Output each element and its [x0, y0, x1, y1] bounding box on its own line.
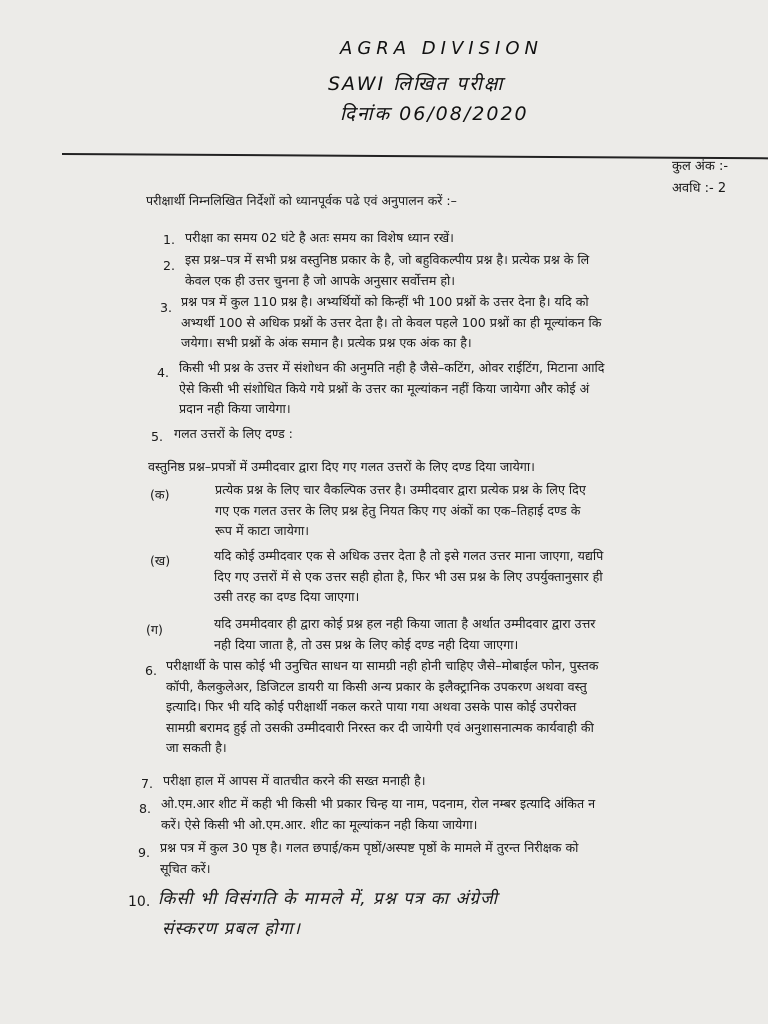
header-exam-title: SAWI लिखित परीक्षा: [328, 73, 505, 95]
item-line: करें। ऐसे किसी भी ओ.एम.आर. शीट का मूल्यांकन नही किया जायेगा।: [161, 816, 478, 832]
item-line: रूप में काटा जायेगा।: [215, 523, 310, 538]
sub-item: [215, 480, 586, 542]
item-line: इत्यादि। फिर भी यदि कोई परीक्षार्थी नकल करते पाया गया अथवा उसके पास कोई उपरोक्त: [166, 699, 577, 714]
item-number: 9.: [138, 845, 151, 860]
item-line: उसी तरह का दण्ड दिया जाएगा।: [214, 589, 360, 604]
total-marks-label: कुल अंक :-: [672, 159, 729, 174]
item-line: यदि कोई उम्मीदवार एक से अधिक उत्तर देता है तो इसे गलत उत्तर माना जाएगा, यद्यपि: [214, 548, 604, 563]
sub-item-marker: (ग): [146, 622, 163, 637]
instruction-item: [185, 250, 589, 291]
instruction-item: [163, 771, 426, 792]
penalty-intro: वस्तुनिष्ठ प्रश्न–प्रपत्रों में उम्मीदवार द्वारा दिए गए गलत उत्तरों के लिए दण्ड दिया जायेगा।: [148, 459, 535, 474]
item-line: सामग्री बरामद हुई तो उसकी उम्मीदवारी निरस्त कर दी जायेगी एवं अनुशासनात्मक कार्यवाही की: [166, 719, 594, 735]
instruction-item: [179, 358, 604, 420]
item-line: यदि उममीदवार ही द्वारा कोई प्रश्न हल नही किया जाता है अर्थात उम्मीदवार द्वारा उत्तर: [214, 616, 596, 631]
handwritten-note-line1: किसी भी विसंगति के मामले में, प्रश्न पत्र का अंग्रेजी: [158, 889, 499, 909]
item-line: दिए गए उत्तरों में से एक उत्तर सही होता है, फिर भी उस प्रश्न के लिए उपर्युक्तानुसार ही: [214, 568, 603, 584]
item-line: केवल एक ही उत्तर चुनना है जो आपके अनुसार सर्वोत्तम हो।: [185, 272, 456, 288]
item-number: 8.: [139, 801, 152, 816]
item-line: परीक्षार्थी के पास कोई भी उनुचित साधन या सामग्री नही होनी चाहिए जैसे–मोबाईल फोन, पुस्तक: [166, 658, 599, 673]
item-line: अभ्यर्थी 100 से अधिक प्रश्नों के उत्तर देता है। तो केवल पहले 100 प्रश्नों का ही मूल्यांकन कि: [181, 314, 602, 330]
item-number: 4.: [157, 365, 170, 380]
item-line: सूचित करें।: [160, 860, 211, 876]
header-division: AGRA DIVISION: [340, 38, 543, 59]
item-line: ओ.एम.आर शीट में कही भी किसी भी प्रकार चिन्ह या नाम, पदनाम, रोल नम्बर इत्यादि अंकित न: [161, 796, 596, 811]
item-number: 6.: [145, 663, 158, 678]
item-number: 2.: [163, 258, 176, 273]
instruction-item: [174, 424, 293, 445]
item-line: प्रदान नही किया जायेगा।: [179, 401, 291, 416]
instruction-item: [185, 228, 454, 249]
item-line: नही दिया जाता है, तो उस प्रश्न के लिए कोई दण्ड नही दिया जाएगा।: [214, 636, 519, 652]
item-line: जा सकती है।: [166, 740, 227, 755]
item-line: परीक्षा का समय 02 घंटे है अतः समय का विशेष ध्यान रखें।: [185, 230, 454, 245]
sub-item-marker: (क): [150, 487, 170, 502]
item-line: जयेगा। सभी प्रश्नों के अंक समान है। प्रत्येक प्रश्न एक अंक का है।: [181, 335, 472, 350]
item-line: गए एक गलत उत्तर के लिए प्रश्न हेतु नियत किए गए अंकों का एक–तिहाई दण्ड के: [215, 502, 581, 518]
handwritten-note-line2: संस्करण प्रबल होगा।: [162, 919, 301, 939]
item-line: प्रश्न पत्र में कुल 30 पृष्ठ है। गलत छपाई/कम पृष्ठों/अस्पष्ट पृष्ठों के मामले में तुरन्त निरीक्षक को: [160, 840, 579, 855]
item-number: 10.: [128, 894, 151, 910]
duration-label: अवधि :- 2: [672, 181, 727, 196]
item-line: किसी भी प्रश्न के उत्तर में संशोधन की अनुमति नही है जैसे–कटिंग, ओवर राईटिंग, मिटाना आदि: [179, 360, 605, 375]
instruction-item: [166, 656, 598, 759]
item-line: इस प्रश्न–पत्र में सभी प्रश्न वस्तुनिष्ठ प्रकार के है, जो बहुविकल्पीय प्रश्न है। प्रत्येक प्रश्न के लि: [185, 252, 590, 267]
instruction-item: [160, 838, 578, 879]
item-line: प्रत्येक प्रश्न के लिए चार वैकल्पिक उत्तर है। उम्मीदवार द्वारा प्रत्येक प्रश्न के लिए दिए: [215, 482, 586, 497]
sub-item: [214, 546, 603, 608]
item-line: परीक्षा हाल में आपस में वातचीत करने की सख्त मनाही है।: [163, 773, 426, 788]
header-date: दिनांक 06/08/2020: [340, 103, 529, 125]
item-number: 1.: [163, 232, 176, 247]
sub-item-marker: (ख): [150, 553, 171, 568]
item-number: 7.: [141, 776, 154, 791]
item-number: 5.: [151, 429, 164, 444]
instruction-item: [181, 292, 601, 354]
instruction-item: [161, 794, 595, 835]
item-number: 3.: [160, 300, 173, 315]
sub-item: [214, 614, 595, 655]
header-rule: [62, 153, 768, 159]
item-line: गलत उत्तरों के लिए दण्ड :: [174, 426, 293, 441]
item-line: कॉपी, कैलकुलेअर, डिजिटल डायरी या किसी अन्य प्रकार के इलैक्ट्रानिक उपकरण अथवा वस्तु: [166, 678, 587, 694]
item-line: प्रश्न पत्र में कुल 110 प्रश्न है। अभ्यर्थियों को किन्हीं भी 100 प्रश्नों के उत्तर देना है। यदि को: [181, 294, 589, 309]
instructions-intro: परीक्षार्थी निम्नलिखित निर्देशों को ध्यानपूर्वक पढे एवं अनुपालन करें :–: [146, 193, 457, 208]
item-line: ऐसे किसी भी संशोधित किये गये प्रश्नों के उत्तर का मूल्यांकन नहीं किया जायेगा और कोई अं: [179, 380, 590, 396]
